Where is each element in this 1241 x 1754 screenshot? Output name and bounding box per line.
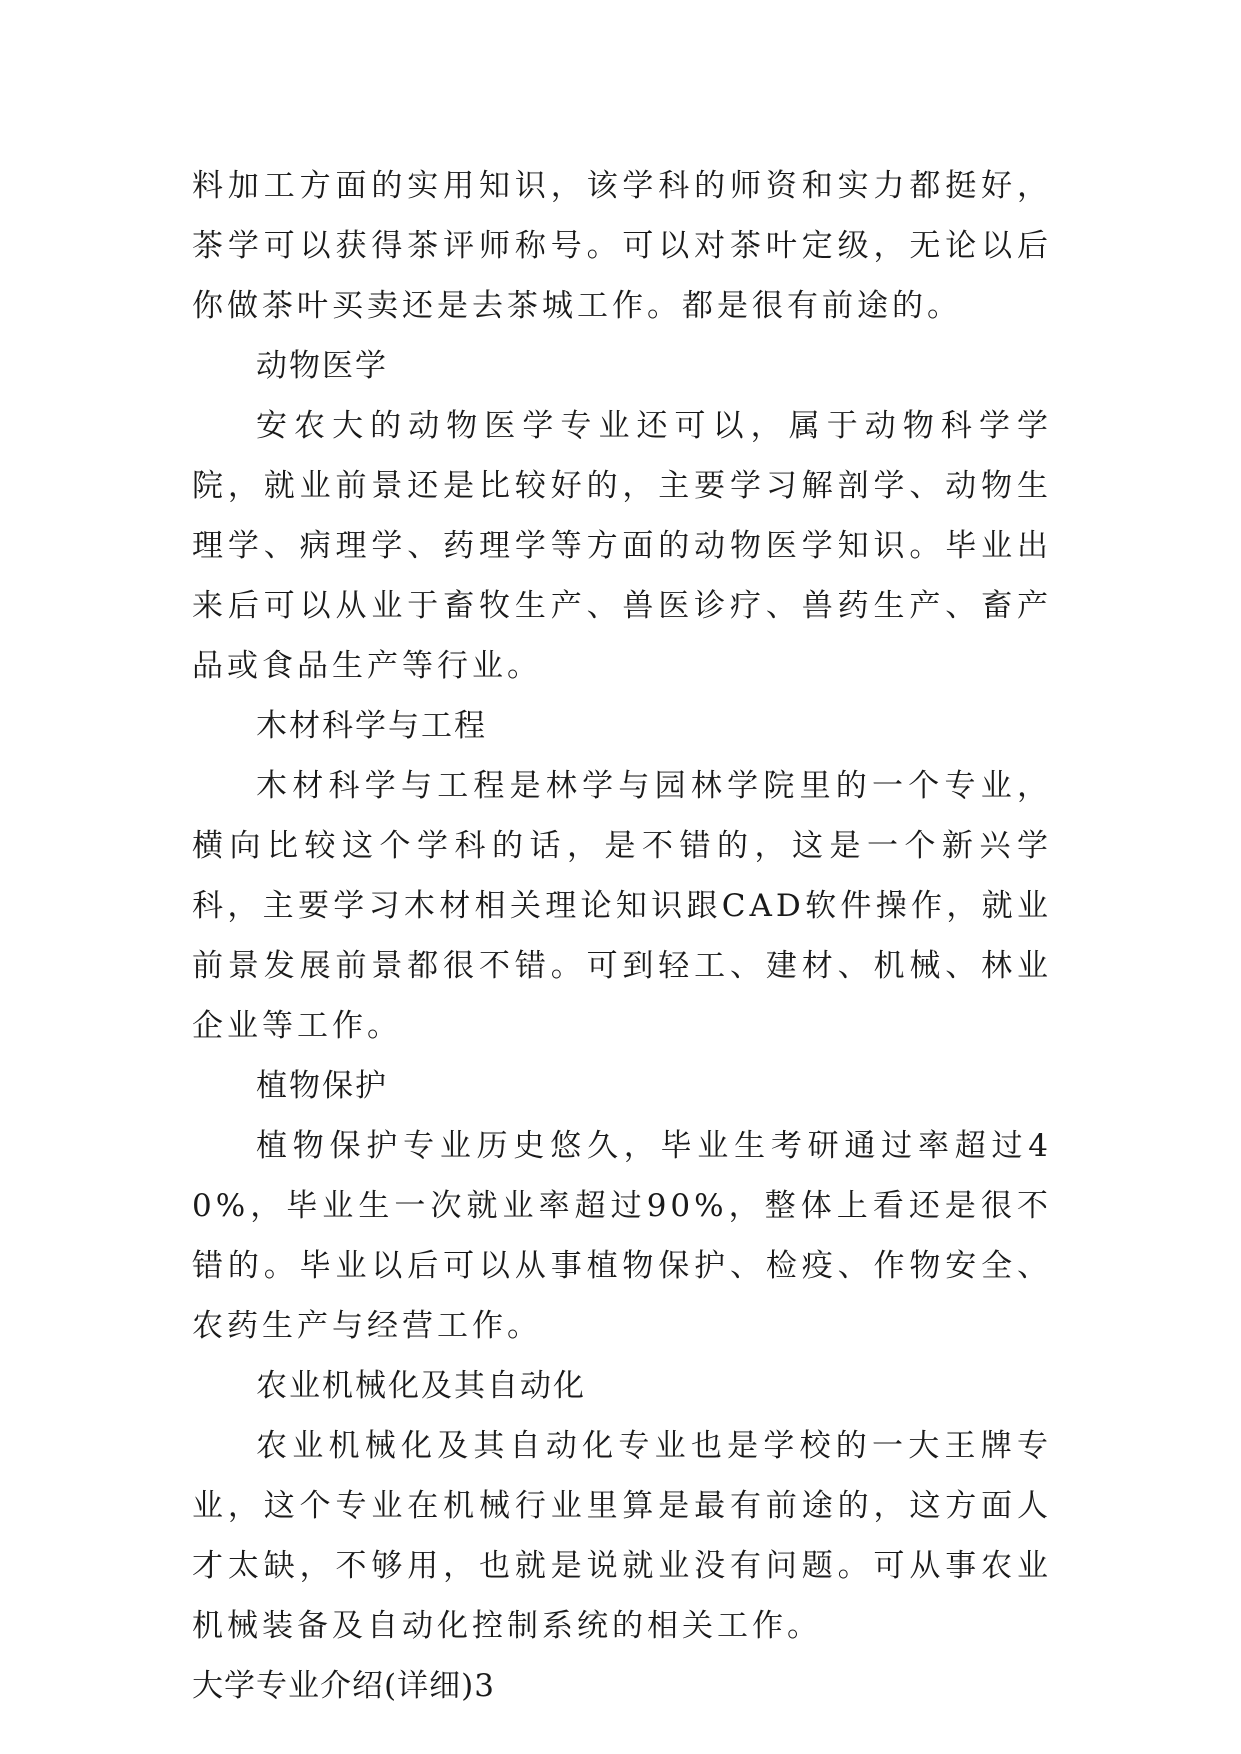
section-paragraph: 农业机械化及其自动化专业也是学校的一大王牌专业，这个专业在机械行业里算是最有前途的，这方面人才太缺，不够用，也就是说就业没有问题。可从事农业机械装备及自动化控制系统的相关工作。 bbox=[192, 1428, 1052, 1644]
section-heading: 动物医学 bbox=[256, 348, 388, 384]
section-paragraph: 木材科学与工程是林学与园林学院里的一个专业，横向比较这个学科的话，是不错的，这是一个新兴学科，主要学习木材相关理论知识跟CAD软件操作，就业前景发展前景都很不错。可到轻工、建材、机械、林业企业等工作。 bbox=[192, 768, 1052, 1044]
section-heading: 农业机械化及其自动化 bbox=[256, 1368, 586, 1404]
section-paragraph: 安农大的动物医学专业还可以，属于动物科学学院，就业前景还是比较好的，主要学习解剖学、动物生理学、病理学、药理学等方面的动物医学知识。毕业出来后可以从业于畜牧生产、兽医诊疗、兽药生产、畜产品或食品生产等行业。 bbox=[192, 408, 1052, 684]
continuation-paragraph: 料加工方面的实用知识，该学科的师资和实力都挺好，茶学可以获得茶评师称号。可以对茶叶定级，无论以后你做茶叶买卖还是去茶城工作。都是很有前途的。 bbox=[192, 168, 1052, 324]
section-heading: 木材科学与工程 bbox=[256, 708, 487, 744]
section-heading: 植物保护 bbox=[256, 1068, 388, 1104]
document-page bbox=[192, 156, 1052, 1716]
next-article-title: 大学专业介绍(详细)3 bbox=[192, 1668, 495, 1704]
section-paragraph: 植物保护专业历史悠久，毕业生考研通过率超过40%，毕业生一次就业率超过90%，整体上看还是很不错的。毕业以后可以从事植物保护、检疫、作物安全、农药生产与经营工作。 bbox=[192, 1128, 1052, 1344]
